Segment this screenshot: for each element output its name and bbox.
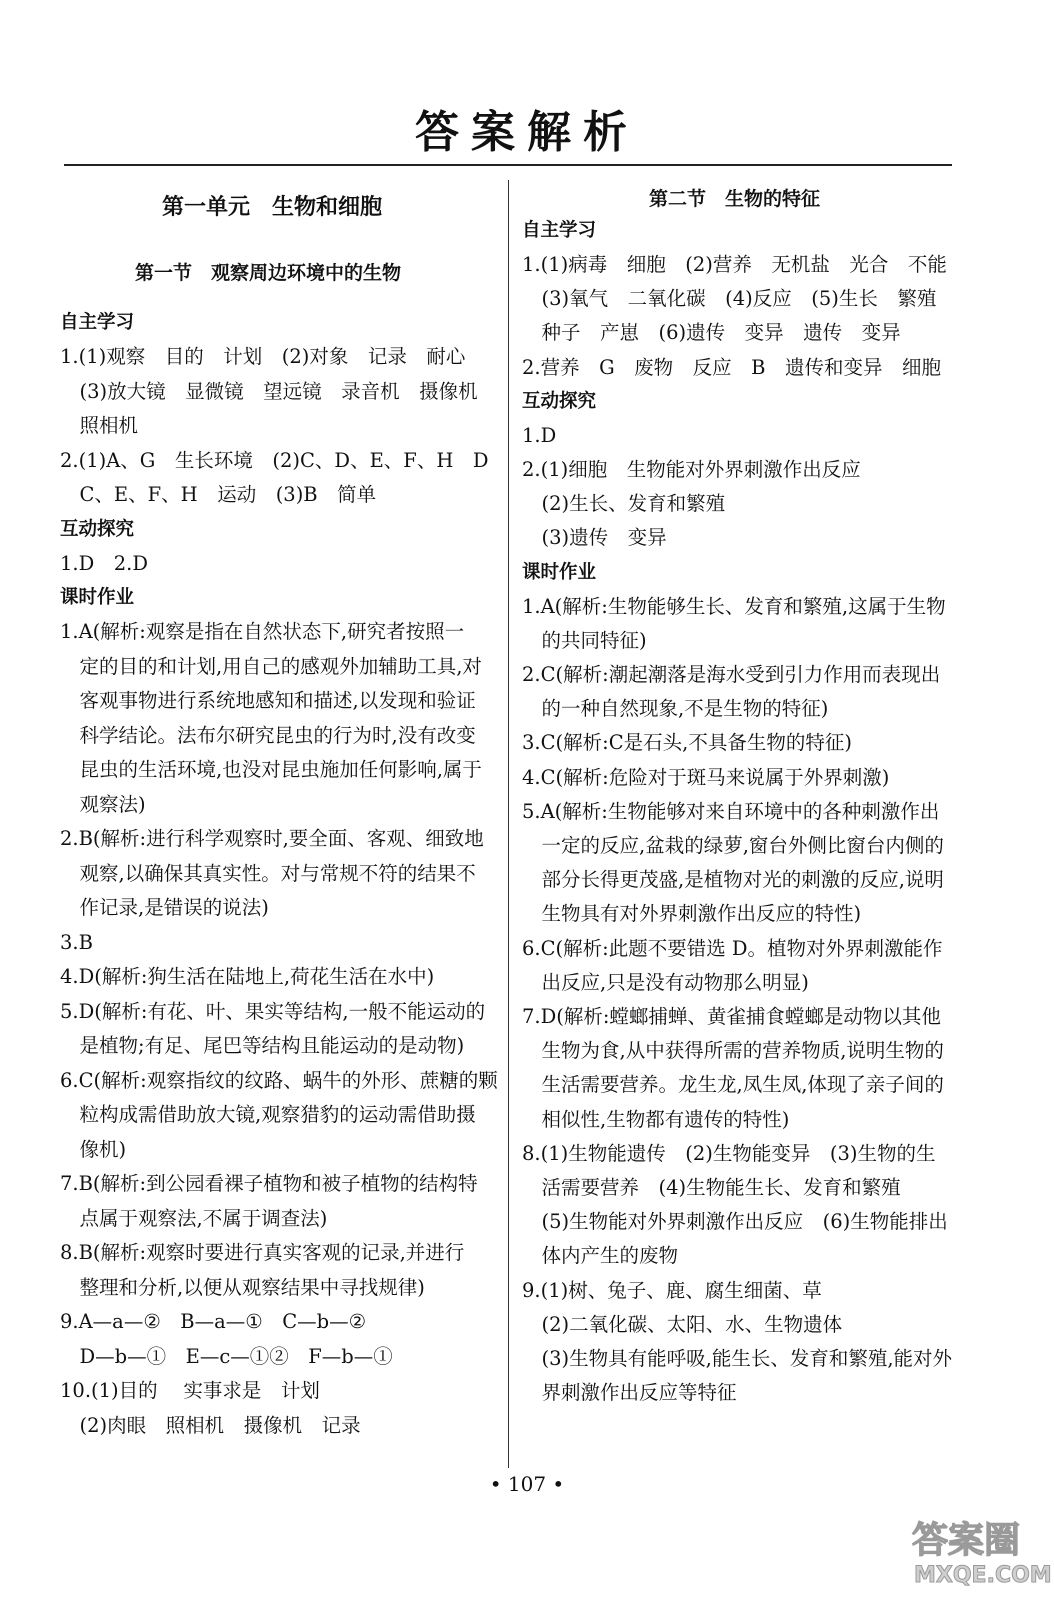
answer-line: 出反应,只是没有动物那么明显) [522, 970, 809, 994]
section-label: 自主学习 [522, 220, 597, 241]
answer-line: 6.C(解析:观察指纹的纹路、蜗牛的外形、蔗糖的颗 [60, 1068, 498, 1092]
answer-line: (2)二氧化碳、太阳、水、生物遗体 [522, 1312, 843, 1336]
answer-line: 5.A(解析:生物能够对来自环境中的各种刺激作出 [522, 799, 940, 823]
answer-line: 生物为食,从中获得所需的营养物质,说明生物的 [522, 1039, 944, 1063]
section-label: 互动探究 [522, 390, 597, 412]
answer-line: 是植物;有足、尾巴等结构且能运动的是动物) [60, 1034, 465, 1057]
answer-line: 生活需要营养。龙生龙,凤生凤,体现了亲子间的 [522, 1073, 944, 1097]
answer-line: 像机) [60, 1137, 127, 1161]
answer-line: 1.D 2.D [60, 551, 148, 575]
answer-line: 的一种自然现象,不是生物的特征) [522, 697, 829, 721]
answer-line: 2.B(解析:进行科学观察时,要全面、客观、细致地 [60, 827, 484, 850]
answer-line: 6.C(解析:此题不要错选 D。植物对外界刺激能作 [522, 936, 943, 960]
answer-line: 2.C(解析:潮起潮落是海水受到引力作用而表现出 [522, 663, 941, 686]
answer-line: 一定的反应,盆栽的绿萝,窗台外侧比窗台内侧的 [522, 834, 944, 857]
answer-line: 1.(1)观察 目的 计划 (2)对象 记录 耐心 [60, 345, 466, 368]
answer-line: 粒构成需借助放大镜,观察猎豹的运动需借助摄 [60, 1103, 476, 1126]
answer-line: 照相机 [60, 414, 139, 437]
answer-line: 体内产生的废物 [522, 1244, 679, 1268]
answer-line: 作记录,是错误的说法) [60, 896, 269, 919]
unit-title: 第一单元 生物和细胞 [162, 195, 383, 220]
watermark-text-1: 答案圈 [912, 1520, 1021, 1561]
answer-line: 整理和分析,以便从观察结果中寻找规律) [60, 1275, 425, 1299]
answer-line: 3.C(解析:C是石头,不具备生物的特征) [522, 731, 852, 755]
section-title-right: 第二节 生物的特征 [649, 188, 821, 210]
answer-line: (3)氧气 二氧化碳 (4)反应 (5)生长 繁殖 [522, 287, 937, 311]
answer-line: 相似性,生物都有遗传的特性) [522, 1107, 790, 1131]
page-number: • 107 • [489, 1472, 565, 1496]
title-rule [64, 164, 952, 166]
answer-line: 活需要营养 (4)生物能生长、发育和繁殖 [522, 1176, 901, 1199]
answer-line: (5)生物能对外界刺激作出反应 (6)生物能排出 [522, 1210, 948, 1234]
answer-line: 生物具有对外界刺激作出反应的特性) [522, 902, 862, 926]
answer-line: 界刺激作出反应等特征 [522, 1381, 737, 1405]
answer-line: 3.B [60, 930, 93, 954]
answer-line: 9.A—a—② B—a—① C—b—② [60, 1310, 367, 1333]
answer-line: 定的目的和计划,用自己的感观外加辅助工具,对 [60, 654, 482, 678]
section-label: 自主学习 [60, 312, 135, 333]
answer-line: D—b—① E—c—①② F—b—① [60, 1344, 393, 1368]
answer-line: 客观事物进行系统地感知和描述,以发现和验证 [60, 689, 476, 712]
watermark-logo [906, 1510, 1052, 1588]
answer-line: 4.D(解析:狗生活在陆地上,荷花生活在水中) [60, 965, 435, 988]
answer-line: 4.C(解析:危险对于斑马来说属于外界刺激) [522, 765, 890, 789]
answer-line: 1.A(解析:生物能够生长、发育和繁殖,这属于生物 [522, 594, 946, 618]
answer-line: 1.A(解析:观察是指在自然状态下,研究者按照一 [60, 620, 465, 643]
section-label: 课时作业 [60, 587, 135, 608]
answer-line: 5.D(解析:有花、叶、果实等结构,一般不能运动的 [60, 999, 486, 1023]
answer-line: C、E、F、H 运动 (3)B 简单 [60, 483, 377, 506]
answer-line: 7.D(解析:螳螂捕蝉、黄雀捕食螳螂是动物以其他 [522, 1005, 941, 1028]
answer-line: 7.B(解析:到公园看裸子植物和被子植物的结构特 [60, 1172, 478, 1195]
answer-line: 的共同特征) [522, 628, 647, 652]
answer-line: 2.(1)细胞 生物能对外界刺激作出反应 [522, 458, 861, 481]
answer-line: (3)生物具有能呼吸,能生长、发育和繁殖,能对外 [522, 1347, 953, 1370]
answer-line: 8.(1)生物能遗传 (2)生物能变异 (3)生物的生 [522, 1141, 936, 1165]
answer-line: 部分长得更茂盛,是植物对光的刺激的反应,说明 [522, 868, 944, 892]
answer-line: 点属于观察法,不属于调查法) [60, 1206, 328, 1230]
answer-line: 观察法) [60, 792, 146, 816]
answer-line: 种子 产崽 (6)遗传 变异 遗传 变异 [522, 321, 901, 345]
section-label: 课时作业 [522, 561, 597, 583]
answer-line: 昆虫的生活环境,也没对昆虫施加任何影响,属于 [60, 758, 482, 781]
answer-line: (3)放大镜 显微镜 望远镜 录音机 摄像机 [60, 379, 478, 403]
answer-line: (3)遗传 变异 [522, 526, 667, 550]
answer-line: 2.营养 G 废物 反应 B 遗传和变异 细胞 [522, 355, 942, 379]
answer-line: 1.(1)病毒 细胞 (2)营养 无机盐 光合 不能 [522, 253, 947, 276]
watermark-text-2: MXQE.COM [914, 1563, 1052, 1588]
section-title-left: 第一节 观察周边环境中的生物 [135, 262, 402, 284]
section-label: 互动探究 [60, 518, 135, 540]
page-title: 答案解析 [415, 107, 639, 158]
answer-line: 8.B(解析:观察时要进行真实客观的记录,并进行 [60, 1241, 465, 1264]
answer-line: (2)肉眼 照相机 摄像机 记录 [60, 1413, 361, 1437]
answer-line: 1.D [522, 423, 557, 447]
answer-line: 观察,以确保其真实性。对与常规不符的结果不 [60, 861, 476, 885]
column-divider [508, 180, 509, 1468]
answer-line: 科学结论。法布尔研究昆虫的行为时,没有改变 [60, 723, 476, 747]
answer-line: 10.(1)目的 实事求是 计划 [60, 1379, 320, 1402]
answer-line: 9.(1)树、兔子、鹿、腐生细菌、草 [522, 1278, 822, 1302]
answer-line: 2.(1)A、G 生长环境 (2)C、D、E、F、H D [60, 448, 489, 472]
answer-line: (2)生长、发育和繁殖 [522, 492, 726, 516]
